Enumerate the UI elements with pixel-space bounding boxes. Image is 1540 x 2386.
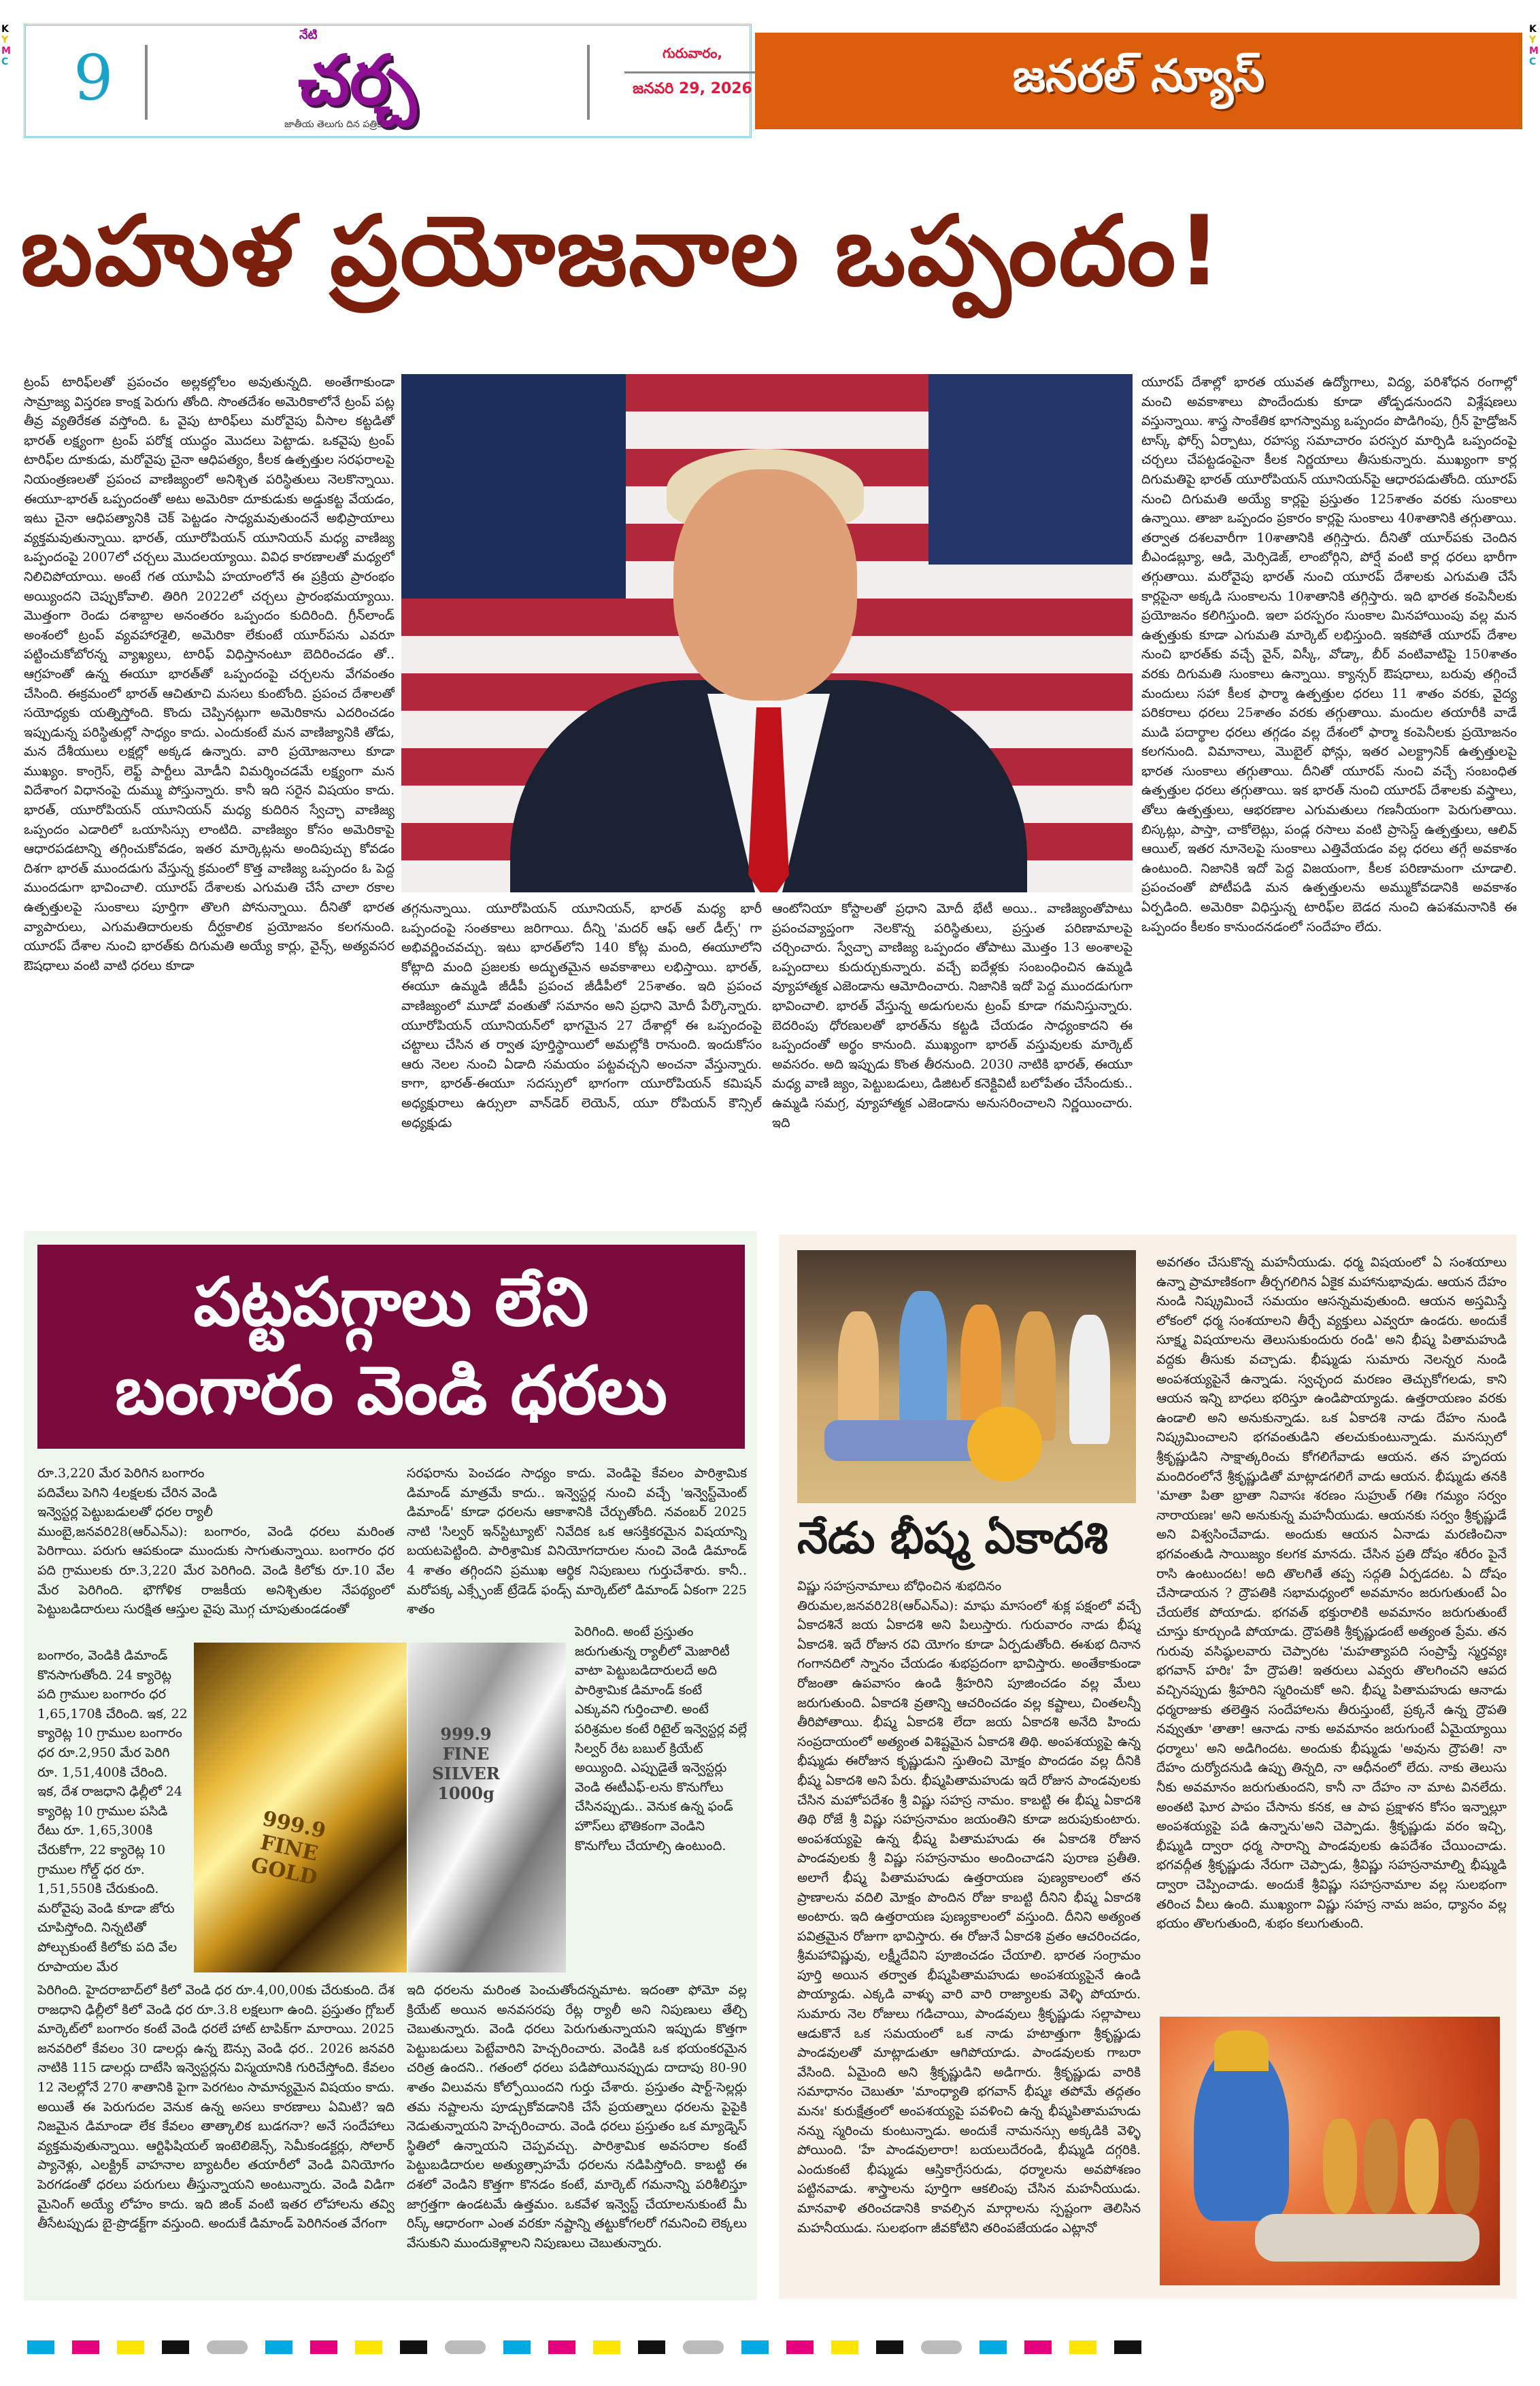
- registration-mark: Y: [1, 35, 9, 46]
- subhead: విష్ణు సహస్రనామాలు బోధించిన శుభదినం: [797, 1579, 1002, 1594]
- issue-date-text: జనవరి 29, 2026: [633, 80, 752, 97]
- divider: [587, 45, 590, 120]
- bhishma-column-right: [1156, 1253, 1507, 1998]
- section-title: జనరల్ న్యూస్: [1012, 49, 1265, 102]
- issue-day: గురువారం,: [624, 45, 760, 73]
- article-text: పెరిగింది. హైదరాబాద్‌లో కిలో వెండి ధర రూ.4,00,00కు చేరుకుంది. దేశ రాజధాని ఢిల్లీలో కిలో వెండి ధర రూ.3.8 లక్షలుగా ఉంది. ప్రస్తుతం గ్లోబల్ మార్కెట్‌లో బంగారం కంటే వెండి ధరలే హాట్ టాపిక్‌గా మారాయి. 2025 జనవరిలో కేవలం 30 డాలర్లు ఉన్న ఔన్సు వెండి ధర.. 2026 జనవరి నాటికి 115 డాలర్లు దాటేసి ఇన్వెస్టర్లను విస్మయానికి గురిచేస్తోంది. కేవలం 12 నెలల్లోనే 270 శాతానికి పైగా పెరగటం సామాన్యమైన విషయం కాదు. అయితే ఈ పెరుగుదల వెనుక ఉన్న అసలు కారణాలు ఏమిటి? ఇది నిజమైన డిమాండా లేక కేవలం తాత్కాలిక బుడగనా? అనే సందేహాలు వ్యక్తమవుతున్నాయి. ఆర్టిఫిషియల్ ఇంటెలిజెన్స్, సెమీకండక్టర్లు, సోలార్ ప్యానెళ్లు, ఎలక్ట్రిక్ వాహనాల బ్యాటరీల తయారీలో వెండి వినియోగం పెరగడంతో ధరలు పరుగులు తీస్తున్నాయని అంటున్నారు. వెండి విడిగా మైనింగ్ అయ్యే లోహం కాదు. ఇది జింక్ వంటి ఇతర లోహాలను తవ్వి తీసేటప్పుడు బై-ప్రొడక్ట్‌గా వస్తుంది. అందుకే డిమాండ్ పెరిగినంత వేగంగా: [37, 1983, 395, 2232]
- gold-column-narrow: [37, 1646, 188, 1976]
- lead-column-1: [24, 373, 395, 1209]
- registration-mark: K: [1529, 24, 1537, 35]
- article-text: ట్రంప్ టారిఫ్‌లతో ప్రపంచం అల్లకల్లోలం అవుతున్నది. అంతేగాకుండా సామ్రాజ్య విస్తరణ కాంక్ష పెరుగు తోంది. సొంతదేశం అమెరికాలోనే ట్రంప్ పట్ల తీవ్ర వ్యతిరేకత వస్తోంది. ఓ వైపు టారిఫ్‌లు మరోవైపు వీసాల కట్టడితో భారత్ లక్ష్యంగా ట్రంప్ పరోక్ష యుద్ధం మొదలు పెట్టాడు. ఒకవైపు ట్రంప్ టారిఫ్‌ల దూకుడు, మరోవైపు చైనా ఆధిపత్యం, కీలక ఉత్పత్తుల సరఫరాలపై నియంత్రణలతో ప్రపంచ వాణిజ్యంలో అనిశ్చిత పరిస్థితులు నెలకొన్నాయి. ఈయూ-భారత్ ఒప్పందంతో అటు అమెరికా దూకుడుకు అడ్డుకట్ట వేయడం, ఇటు చైనా ఆధిపత్యానికి చెక్ పెట్టడం సాధ్యమవుతుందనే అభిప్రాయాలు వ్యక్తమవుతున్నాయి. భారత్, యూరోపియన్ యూనియన్ మధ్య వాణిజ్య ఒప్పందంపై 2007లో చర్చలు మొదలయ్యాయి. వివిధ కారణాలతో మధ్యలో నిలిచిపోయాయి. అంటే గత యూపిఏ హయాంలోనే ఈ ప్రక్రియ ప్రారంభం అయ్యిందని చెప్పుకోవాలి. తిరిగి 2022లో చర్చలు ప్రారంభమయ్యాయి. మొత్తంగా రెండు దశాబ్దాల అనంతరం ఒప్పందం కుదిరింది. గ్రీన్‌లాండ్ అంశంలో ట్రంప్ వ్యవహారశైలి, అమెరికా లేకుంటే యూర్‌పను ఎవరూ పట్టించుకోబోరన్న వ్యాఖ్యలు, టారిఫ్ విధిస్తానంటూ బెదిరించడం తో.. ఆగ్రహంతో ఉన్న ఈయూ భారత్‌తో ఒప్పందంపై చర్చలను వేగవంతం చేసింది. ఈక్రమంలో భారత్ ఆచితూచి మసలు కుంటోంది. ప్రపంచ దేశాలతో సయోధ్యకు యత్నిస్తోంది. కొందు చెప్పినట్లుగా అమెరికాను ఎదరించడం ఇప్పుడున్న పరిస్థితుల్లో సాధ్యం కాదు. ఎందుకంటే మన వాణిజ్యానికి తోడు, మన దేశీయులు లక్షల్లో అక్కడ ఉన్నారు. వారి ప్రయోజనాలు కూడా ముఖ్యం. కాంగ్రెస్, లెఫ్ట్ పార్టీలు మోడీని విమర్శించడమే లక్ష్యంగా మన విదేశాంగ విధానంపై దుమ్ము పోస్తున్నారు. కానీ ఇది సరైన విషయం కాదు. భారత్, యూరోపియన్ యూనియన్ మధ్య కుదిరిన స్వేచ్ఛా వాణిజ్య ఒప్పందం ఎడారిలో ఒయాసిస్సు లాంటిది. వాణిజ్యం కోసం అమెరికాపై ఆధారపడటాన్ని తగ్గించుకోవడం, ఇతర మార్కెట్లను అందిపుచ్చు కోవడం దిశగా భారత్ ముందడుగు వేస్తున్న క్రమంలో కొత్త వాణిజ్య ఒప్పందం ఓ పెద్ద ముందడుగా భావించాలి. యూరప్ దేశాలకు ఎగుమతి చేసే చాలా రకాల ఉత్పత్తులపై సుంకాలు పూర్తిగా తొలగి పోనున్నాయి. దీనితో భారత వ్యాపారులు, ఎగుమతిదారులకు దీర్ఘకాలిక ప్రయోజనం కలగనుంది. యూరప్ దేశాల నుంచి భారత్‌కు దిగుమతి అయ్యే కార్లు, వైన్స్, అత్యవసర ఔషధాలు వంటి వాటి ధరలు కూడా: [24, 375, 395, 973]
- article-text: ముంబై,జనవరి28(ఆర్‌ఎన్‌ఎ): బంగారం, వెండి ధరలు మరింత పెరిగాయి. పరుగు ఆపకుండా ముందుకు సాగుతున్నాయి. బంగారం ధర పది గ్రాములకు రూ.3,220 మేర పెరిగింది. వెండి కిలోకు రూ.10 వేల మేర పెరిగింది. భౌగోళిక రాజకీయ అనిశ్చితుల నేపథ్యంలో పెట్టుబడిదారులు సురక్షిత ఆస్తుల వైపు మొగ్గ చూపుతుండడంతో: [37, 1524, 395, 1617]
- article-text: అవగతం చేసుకొన్న మహనీయుడు. ధర్మ విషయంలో ఏ సంశయాలు ఉన్నా ప్రామాణికంగా తీర్చగలిగిన ఏకైక మహానుభావుడు. ఆయన దేహం నుండి నిష్క్రమించే సమయం ఆసన్నమవుతుంది. ఆయన అస్తమిస్తే లోకంలో ధర్మ సంశయాలని తీర్చే వ్యక్తులు ఎవ్వరూ ఉండరు. అందుకే సూక్ష్మ విషయాలను తెలుసుకుందురు రండి' అని భీష్మ పితామహుడి వద్దకు తీసుకు వచ్చాడు. భీష్ముడు సుమారు నెలన్నర నుండి అంపశయ్యపైనే ఉన్నాడు. స్వచ్ఛంద మరణం తెచ్చుకోగలడు, కాని ఆయన ఇన్ని బాధలు భరిస్తూ ఉండిపొయ్యాడు. ఉత్తరాయణం వరకు ఉండాలి అని అనుకున్నాడు. ఒక ఏకాదశి నాడు దేహం నుండి నిష్క్రమించాలని భగవంతుడిని తలచుకుంటున్నాడు. మనస్సులో శ్రీకృష్ణుడిని సాక్షాత్కరించు కోగలిగేవాడు ఆయన. తన హృదయ మందిరంలోనే శ్రీకృష్ణుడితో మాట్లాడగలిగే వాడు ఆయన. భీష్ముడు తనకి 'మాతా పితా భ్రాతా నివాసః శరణం సుహ్రుత్ గతిః గమ్యం సర్వం నారాయణః' అని అనుకున్న మహనీయుడు. ఆయనకు సర్వం శ్రీకృష్ణుడే అని విశ్వసించేవాడు. అందుకు ఆయన ఏనాడు మరణించినా భగవంతుడి సాయిజ్యం కలగక మానదు. చేసిన ప్రతి దోషం శరీరం పైనే రాసి ఉంటుందట! అది తొలగితే తప్ప సద్గతి ఏర్పడదట. ఏ దోషం చేసాడాయన ? ద్రౌపతికి సభామధ్యంలో అవమానం జరుగుతుంటే ఏం చేయలేక పోయాడు. భగవత్ భక్తురాలికి అవమానం జరుగుతుంటే చూస్తు కూర్చుండి పోయాడు. ద్రౌపతికి శ్రీకృష్ణుడంటే అత్యంత ప్రేమ. తన గురువు వసిష్ఠులవారు చెప్పారట 'మహత్యాపది సంప్రాప్తే స్మర్తవ్యః భగవాన్ హరిః' హే ద్రౌపతి! ఇతరులు ఎవ్వరు తొలగించని ఆపద వచ్చినప్పుడు శ్రీహరిని స్మరించుకో అని. భీష్మ పితామహుడు ఆనాడు ధర్మరాజుకు తలెత్తిన సందేహాలను తీరుస్తుంటే, ప్రక్కనే ఉన్న ద్రౌపతి నవ్వుతూ 'తాతా! ఆనాడు నాకు అవమానం జరుగుంటే ఏమైయ్యాయి ధర్మాలు' అని అడిగిందట. అందుకు భీష్ముడు 'అవును ద్రౌపతి! నా దేహం దుర్యోదనుడి ఉప్పు తిన్నది, నా ఆధీనంలో లేదు. నాకు తెలుసు నీకు అవమానం జరుగుతుందని, కానీ నా దేహం నా మాట వినలేదు. అంతటి ఘోర పాపం చేసాను కనక, ఆ పాప ప్రక్షాళన కోసం ఇన్నాల్లూ అంపశయ్యపై పడి ఉన్నాను'అని చెప్పాడు. శ్రీకృష్ణుడు వరం ఇచ్చి, భీష్ముడి ద్వారా ధర్మ సారాన్ని పాండవులకు ఉపదేశం చేయించాడు. భగవద్గీత శ్రీకృష్ణుడు నేరుగా చెప్పాడు, శ్రీవిష్ణు సహస్రనామాల్ని భీష్ముడి ద్వారా చెప్పించాడు. అందుకే శ్రీవిష్ణు సహస్రనామాల వల్ల సులభంగా తరించ వీలు ఉంది. ముఖ్యంగా విష్ణు సహస్ర నామ జపం, ధ్యానం వల్ల భయం తొలగుతుంది, శుభం కలుగుతుంది.: [1156, 1255, 1507, 1932]
- article-text: సరఫరాను పెంచడం సాధ్యం కాదు. వెండిపై కేవలం పారిశ్రామిక డిమాండ్ మాత్రమే కాదు.. ఇన్వెస్టర్ల నుంచి వచ్చే 'ఇన్వెస్ట్‌మెంట్ డిమాండ్' కూడా ధరలను ఆకాశానికి చేర్చుతోంది. నవంబర్ 2025 నాటి 'సిల్వర్ ఇన్‌స్టిట్యూట్' నివేదిక ఒక ఆసక్తికరమైన విషయాన్ని బయటపెట్టింది. పారిశ్రామిక వినియోగదారుల నుంచి వెండి డిమాండ్ 4 శాతం తగ్గిందని ప్రముఖ ఆర్థిక నిపుణులు గుర్తుచేశారు. కానీ.. మరోపక్క ఎక్స్ఛేంజ్ ట్రేడెడ్ ఫండ్స్ మార్కెట్‌లో డిమాండ్ ఏకంగా 225 శాతం: [407, 1466, 747, 1617]
- registration-marks-left: [1, 24, 11, 67]
- gold-bar-label: 999.9 FINE GOLD: [248, 1807, 328, 1891]
- subhead: రూ.3,220 మేర పెరిగిన బంగారం: [37, 1466, 205, 1481]
- registration-marks-right: [1529, 24, 1539, 67]
- bhishma-left-block: [797, 1511, 1141, 2298]
- silver-bars-photo: [408, 1643, 566, 1972]
- divider: [145, 45, 148, 120]
- section-banner: [755, 33, 1522, 129]
- registration-mark: C: [1, 56, 9, 67]
- gold-column-b: [407, 1981, 747, 2293]
- subhead: ఇన్వెస్టర్ల పెట్టుబడులతో ధరల ర్యాలీ: [37, 1505, 213, 1520]
- gold-column-b-narrow: [575, 1622, 748, 1972]
- bhishma-headline: నేడు భీష్మ ఏకాదశి: [797, 1513, 1108, 1564]
- lead-column-4: [1141, 373, 1517, 1209]
- gold-intro: [37, 1464, 395, 1644]
- print-color-strip: [27, 2340, 1517, 2355]
- lead-column-2: [401, 899, 762, 1209]
- lead-photo: [401, 374, 1133, 892]
- registration-mark: M: [1, 46, 11, 56]
- page-number: 9: [73, 41, 114, 114]
- logo-text: చర్చ: [298, 40, 416, 120]
- gold-headline-line-2: బంగారం వెండి ధరలు: [114, 1352, 668, 1430]
- registration-mark: M: [1529, 46, 1539, 56]
- registration-mark: C: [1529, 56, 1537, 67]
- registration-mark: K: [1, 24, 9, 35]
- gold-headline-line-1: పట్టపగ్గాలు లేని: [193, 1264, 589, 1341]
- article-text: ఇది ధరలను మరింత పెంచుతోందన్నమాట. ఇదంతా ఫోమో వల్ల క్రియేట్ అయిన అనవసరపు రేట్ల ర్యాలీ అని నిపుణులు తేల్చి చెబుతున్నారు. వెండి ధరలు పెరుగుతున్నాయని ఇప్పుడు కొత్తగా పెట్టుబడులు పెట్టేవారిని హెచ్చరించారు. వెండికి ఒక భయంకరమైన చరిత్ర ఉందని.. గతంలో ధరలు పడిపోయినప్పుడు దాదాపు 80-90 శాతం విలువను కోల్పోయిందని గుర్తు చేశారు. ప్రస్తుతం షార్ట్-సెల్లర్లు తమ నష్టాలను పూడ్చుకోవడానికి చేసే ప్రయత్నాలు ధరలను పైపైకి నెడుతున్నాయని హెచ్చరించారు. వెండి ధరలు ప్రస్తుతం ఒక మ్యాడ్నెస్ స్థితిలో ఉన్నాయని చెప్పవచ్చు. పారిశ్రామిక అవసరాల కంటే పెట్టుబడిదారుల అత్యుత్సాహమే ధరలను నడిపిస్తోంది. కాబట్టి ఈ దశలో వెండిని కొత్తగా కొనడం కంటే, మార్కెట్ గమనాన్ని పరిశీలిస్తూ జాగ్రత్తగా ఉండటమే ఉత్తమం. ఒకవేళ ఇన్వెస్ట్ చేయాలనుకుంటే మీ రిస్క్ ఆధారంగా ఎంత వరకూ నష్టాన్ని తట్టుకోగలరో గమనించి లెక్కలు వేసుకుని ముందుకెళ్లాలని నిపుణులు చెబుతున్నారు.: [407, 1983, 747, 2251]
- gold-column-a: [37, 1981, 395, 2293]
- gold-bars-photo: [194, 1643, 407, 1972]
- article-text: ఆంటోనియా కోస్టాలతో ప్రధాని మోదీ భేటీ అయి.. వాణిజ్యంతోపాటు ప్రపంచవ్యాప్తంగా నెలకొన్న పరిస్థితులు, ప్రస్తుత పరిణామాలపై చర్చించారు. స్వేచ్ఛా వాణిజ్య ఒప్పందం తోపాటు మొత్తం 13 అంశాలపై ఒప్పందాలు కుదుర్చుకున్నారు. వచ్చే ఐదేళ్లకు సంబంధించిన ఉమ్మడి వ్యూహాత్మక ఎజెండాను ఆమోదించారు. నిజానికి ఇదో పెద్ద ముందడుగుగా భావించాలి. భారత్ వేస్తున్న అడుగులను ట్రంప్ కూడా గమనిస్తున్నారు. బెదరింపు ధోరణులతో భారత్‌ను కట్టడి చేయడం సాధ్యంకాదని ఈ ఒప్పందంతో అర్థం కానుంది. ముఖ్యంగా భారత్ వస్తువులకు మార్కెట్ అవసరం. అది ఇప్పుడు కొంత తీరనుంది. 2030 నాటికి భారత్, ఈయూ మధ్య వాణి జ్యం, పెట్టుబడులు, డిజిటల్ కనెక్టివిటీ బలోపేతం చేసేందుకు.. ఉమ్మడి సమగ్ర, వ్యూహాత్మక ఎజెండాను అనుసరించాలని నిర్ణయించారు. ఇది: [772, 901, 1133, 1130]
- logo-prefix: నేటి: [299, 28, 318, 42]
- silver-bar-label: 999.9 FINE SILVER 1000g: [432, 1724, 500, 1803]
- gold-column-b-top: [407, 1464, 747, 1619]
- bhishma-painting: [797, 1250, 1136, 1503]
- article-text: బంగారం, వెండికి డిమాండ్ కొనసాగుతోంది. 24 క్యారెట్ల పది గ్రాముల బంగారం ధర 1,65,170కి చేరింది. ఇక, 22 క్యారెట్ల 10 గ్రాముల బంగారం ధర రూ.2,950 మేర పెరిగి రూ. 1,51,400కి చేరింది. ఇక, దేశ రాజధాని ఢిల్లీలో 24 క్యారెట్ల 10 గ్రాముల పసిడి రేటు రూ. 1,65,300కి చేరుకోగా, 22 క్యారెట్ల 10 గ్రాముల గోల్డ్ ధర రూ. 1,51,550కి చేరుకుంది. మరోవైపు వెండి కూడా జోరు చూపిస్తోంది. నిన్నటితో పోల్చుకుంటే కిలోకు పది వేల రూపాయల మేర: [37, 1648, 188, 1975]
- lead-headline: బహుళ ప్రయోజనాల ఒప్పందం!: [20, 195, 1223, 307]
- subhead: పదివేలు పెగిని 4లక్షలకు చేరిన వెండి: [37, 1485, 218, 1500]
- issue-date: [624, 45, 760, 101]
- gold-headline: [37, 1245, 745, 1449]
- article-text: యూరప్ దేశాల్లో భారత యువత ఉద్యోగాలు, విద్య, పరిశోధన రంగాల్లో మంచి అవకాశాలు పొందేందుకు కూడా తోడ్పడనుందని విశ్లేషణలు వస్తున్నాయి. శాస్త్ర సాంకేతిక భాగస్వామ్య ఒప్పందం పొడిగింపు, గ్రీన్ హైడ్రోజన్ టాస్క్ ఫోర్స్ ఏర్పాటు, రహస్య సమాచారం పరస్పర మార్పిడి ఒప్పందంపై చర్చలు చేపట్టడంపైనా కీలక నిర్ణయాలు తీసుకున్నారు. ముఖ్యంగా కార్ల దిగుమతిపై భారత్ యూరోపియన్ యూనియన్‌పై ఆధారపడుతోంది. యూరప్ నుంచి దిగుమతి అయ్యే కార్లపై ప్రస్తుతం 125శాతం వరకు సుంకాలు ఉన్నాయి. తాజా ఒప్పందం ప్రకారం కార్లపై సుంకాలు 40శాతానికి తగ్గుతాయి. తర్వాత దశలవారీగా 10శాతానికి తగ్గిస్తారు. దీనితో యూర్‌పకు చెందిన బీఎండబ్ల్యూ, ఆడి, మెర్సిడెజ్, లాంబోర్గిని, పోర్షే వంటి కార్ల ధరలు భారీగా తగ్గుతాయి. మరోవైపు భారత్ నుంచి యూరప్ దేశాలకు ఎగుమతి చేసే కార్లపైనా అక్కడి సుంకాలను 10శాతానికి తగ్గిస్తారు. ఇది భారత కంపెనీలకు ప్రయోజనం కలిగిస్తుంది. ఇలా పరస్పరం సుంకాల మినహాయింపు వల్ల మన ఉత్పత్తుకు కూడా ఎగుమతి మార్కెట్ లభిస్తుంది. ఇకపోతే యూరప్ దేశాల నుంచి భారత్‌కు వచ్చే వైన్, విస్కీ, వోడ్కా, బీర్ వంటివాటిపై 150శాతం వరకు దిగుమతి సుంకాలు ఉన్నాయి. క్యాన్సర్ ఔషధాలు, బరువు తగ్గించే మందులు సహా కీలక ఫార్మా ఉత్పత్తుల ధరలు 11 శాతం వరకు, వైద్య పరికరాలు ధరలు 25శాతం వరకు తగ్గుతాయి. మందుల తయారీకి వాడే ముడి పదార్థాల ధరలు తగ్గడం వల్ల దేశంలో ఫార్మా కంపెనీలకు ప్రయోజనం కలగనుంది. విమానాలు, మొబైల్ ఫోన్లు, ఇతర ఎలక్ట్రానిక్ ఉత్పత్తులపై భారత సుంకాలు తగ్గుతాయి. దీనితో యూరప్ నుంచి వచ్చే సంబంధిత ఉత్పత్తుల ధరలు తగ్గుతాయి. ఇక భారత్ నుంచి యూరప్ దేశాలకు వస్త్రాలు, తోలు ఉత్పత్తులు, ఆభరణాల ఎగుమతులు గణనీయంగా పెరుగుతాయి. బిస్కట్లు, పాస్తా, చాకోలెట్లు, పండ్ల రసాలు వంటి ప్రాసెస్డ్ ఉత్పత్తులు, ఆలివ్ ఆయిల్, ఇతర నూనెలపై సుంకాలు ఎత్తివేయడం వల్ల ధరలు తగ్గే అవకాశం ఉంటుంది. నిజానికి ఇదో పెద్ద విజయంగా, కీలక పరిణామంగా చూడాలి. ప్రపంచంతో పోటీపడి మన ఉత్పత్తులను అమ్ముకోవడానికి అవకాశం ఏర్పడింది. అమెరికా విధిస్తున్న టారిఫ్‌ల బెడద నుంచి ఉపశమనానికి ఈ ఒప్పందం కీలకం కానుందనడంలో సందేహం లేదు.: [1141, 375, 1517, 935]
- article-text: తిరుమల,జనవరి28(ఆర్‌ఎన్‌ఎ): మాఘ మాసంలో శుక్ల పక్షంలో వచ్చే ఏకాదశినే జయ ఏకాదశి అని పిలుస్తారు. గురువారం నాడు భీష్మ ఏకాదశి. ఇదే రోజున రవి యోగం కూడా ఏర్పడుతోంది. ఈశుభ దినాన గంగానదిలో స్నానం చేయడం శుభప్రదంగా భావిస్తారు. అంతేకాకుండా రోజంతా ఉపవాసం ఉండి శ్రీహరిని పూజించడం వల్ల మేలు జరుగుతుంది. ఏకాదశి వ్రతాన్ని ఆచరించడం వల్ల కష్టాలు, చింతలన్నీ తీరిపోతాయి. భీష్మ ఏకాదశి లేదా జయ ఏకాదశి అనేది హిందు సంప్రదాయంలో అత్యంత విశిష్టమైన ఏకాదశి తిథి. అంపశయ్యపై ఉన్న భీష్ముడు ఈరోజున కృష్ణుడుని స్తుతించి మోక్షం పొందడం వల్ల దీనికి భీష్మ ఏకాదశి అని పేరు. భీష్మపితామహుడు ఇదే రోజున పాండవులకు చేసిన మహోపదేశం శ్రీ విష్ణు సహస్ర నామం. కాబట్టి ఈ భీష్మ ఏకాదశి తిథి రోజే శ్రీ విష్ణు సహస్రనామం జయంతిని కూడా జరుపుకుంటారు. అంపశయ్యపై ఉన్న భీష్మ పితామహుడు ఈ ఏకాదశి రోజున పాండవులకు శ్రీ విష్ణు సహస్రనామం అందించాడని పురాణ ప్రతీతి. అలాగే భీష్మ పితామహుడు ఉత్తరాయణ పుణ్యకాలంలో తన ప్రాణాలను వదిలి మోక్షం పొందిన రోజు కాబట్టి దీనిని భీష్మ ఏకాదశి అంటారు. ఇది ఉత్తరాయణ పుణ్యకాలంలో వస్తుంది. దీనిని అత్యంత పవిత్రమైన రోజుగా భావిస్తారు. ఈ రోజునే ఏకాదశి వ్రతం ఆచరించడం, శ్రీమహావిష్ణువు, లక్ష్మీదేవిని పూజించడం చేయాలి. భారత సంగ్రామం పూర్తి అయిన తర్వాత భీష్మపితామహుడు అంపశయ్యపైనే ఉండి పొయ్యాడు. ఎక్కడి వాళ్ళు వారి వారి రాజ్యాలకు వెళ్ళి పోయారు. సుమారు నెల రోజులు గడిచాయి, పాండవులు శ్రీకృష్ణుడు సల్లాపాలు ఆడుకొనే ఒక సమయంలో ఒక నాడు హటాత్తుగా శ్రీకృష్ణుడు పాండవులతో మాట్లాడుతూ ఆగిపోయాడు. పాండవులకు గాబరా వేసింది. ఏమైంది అని శ్రీకృష్ణుడిని అడిగారు. శ్రీకృష్ణుడు వారికి సమాధానం చెబుతూ 'మాంధ్యాతి భగవాన్ భీష్మః తపోమే తద్గతం మనః' కురుక్షేత్రంలో అంపశయ్యపై పవళించి ఉన్న భీష్మపితామహుడు నన్ను స్మరించు కుంటున్నాడు. అందుకే నామనస్సు అక్కడికి వెళ్ళి పోయింది. 'హే పాండవులారా! బయలుదేరండి, భీష్ముడి దగ్గరికి. ఎందుకంటే భీష్ముడు ఆస్తికాగ్రేసరుడు, ధర్మాలను అవపోశణం పట్టినవాడు. శాస్త్రాలను పూర్తిగా ఆకలింపు చేసిన మహనీయుడు. మానవాళి తరించడానికి కావల్సిన మార్గాలను స్పష్టంగా తెలిసిన మహనీయుడు. సులభంగా జీవకోటిని తరింపజేయడం ఎట్లానో: [797, 1598, 1141, 2236]
- newspaper-logo: [284, 29, 488, 135]
- logo-tagline: జాతీయ తెలుగు దిన పత్రిక: [284, 119, 382, 130]
- article-text: తగ్గనున్నాయి. యూరోపియన్ యూనియన్, భారత్ మధ్య భారీ ఒప్పందంపై సంతకాలు జరిగాయి. దీన్ని 'మదర్ ఆఫ్ ఆల్ డీల్స్' గా అభివర్ణించవచ్చు. ఇటు భారత్‌లోని 140 కోట్ల మంది, ఈయూలోని కోట్లాది మంది ప్రజలకు అద్భుతమైన అవకాశాలు లభిస్తాయి. భారత్, ఈయూ ఉమ్మడి జీడీపీ ప్రపంచ జీడీపీలో 25శాతం. ఇది ప్రపంచ వాణిజ్యంలో మూడో వంతుతో సమానం అని ప్రధాని మోదీ పేర్కొన్నారు. యూరోపియన్ యూనియన్‌లో భాగమైన 27 దేశాల్లో ఈ ఒప్పందంపై చట్టాలు చేసిన త ర్వాత పూర్తిస్థాయిలో అమల్లోకి రానుంది. ఇందుకోసం ఆరు నెలల నుంచి ఏడాది సమయం పట్టవచ్చని అంచనా వేస్తున్నారు. కాగా, భారత్-ఈయూ సదస్సులో భాగంగా యూరోపియన్ కమిషన్ అధ్యక్షురాలు ఉర్సులా వాన్‌డెర్ లెయెన్, యూ రోపియన్ కౌన్సిల్ అధ్యక్షుడు: [401, 901, 762, 1130]
- masthead: [24, 24, 752, 138]
- lead-column-3: [772, 899, 1133, 1209]
- registration-mark: Y: [1529, 35, 1537, 46]
- vishnu-painting: [1160, 2017, 1500, 2285]
- bhishma-column-left: [797, 1577, 1141, 2298]
- article-text: పెరిగింది. అంటే ప్రస్తుతం జరుగుతున్న ర్యాలీలో మెజారిటీ వాటా పెట్టుబడిదారులదే అది పారిశ్రామిక డిమాండ్ కంటే ఎక్కువని గుర్తించాలి. అంటే పరిశ్రమల కంటే రిటైల్ ఇన్వెస్టర్ల వల్లే సిల్వర్ రేట బబుల్ క్రియేట్ అయ్యింది. ఎప్పుడైతే ఇన్వెస్టర్లు వెండి ఈటీఎఫ్-లను కొనుగోలు చేసినప్పుడు.. వెనుక ఉన్న ఫండ్ హౌస్‌లు భౌతికంగా వెండిని కొనుగోలు చేయాల్సి ఉంటుంది.: [575, 1624, 748, 1853]
